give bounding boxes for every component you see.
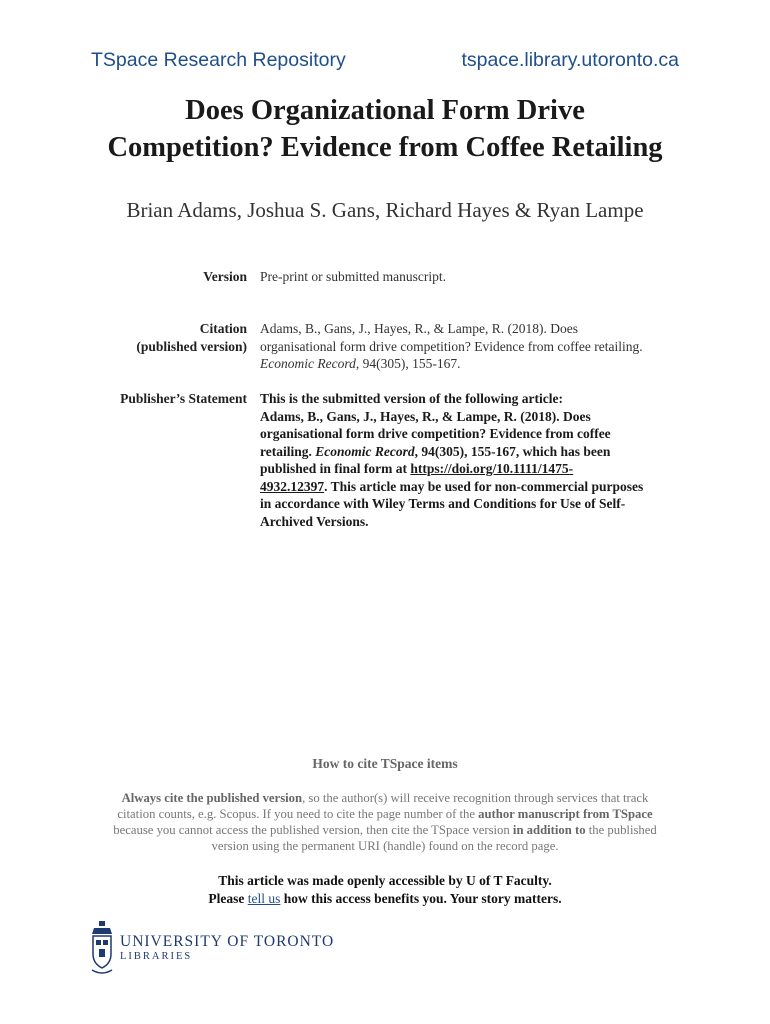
- faculty-note-prefix: Please: [208, 890, 248, 906]
- cite-line-3-a: because you cannot access the published version, then cite the TSpace version: [113, 823, 513, 837]
- citation-label-line-1: Citation: [199, 321, 247, 336]
- statement-line-4-suffix: , 94(305), 155-167, which has been: [414, 443, 611, 459]
- statement-line-1: This is the submitted version of the following article:: [260, 391, 563, 406]
- publisher-statement-value: [260, 390, 700, 530]
- repository-name: TSpace Research Repository: [91, 48, 346, 71]
- citation-value: [260, 320, 700, 373]
- repository-url[interactable]: tspace.library.utoronto.ca: [461, 48, 679, 71]
- faculty-note-line-1: This article was made openly accessible by U of T Faculty.: [218, 873, 552, 888]
- paper-title: [40, 92, 730, 166]
- university-logo: [90, 920, 334, 978]
- statement-line-8: Archived Versions.: [260, 513, 369, 529]
- faculty-note: [40, 872, 730, 907]
- tell-us-link[interactable]: tell us: [247, 890, 281, 906]
- repository-header: [91, 46, 679, 74]
- logo-text: [120, 934, 334, 964]
- how-to-cite-line-1: [60, 790, 710, 806]
- cite-line-3-b: the published: [585, 823, 657, 837]
- statement-line-5: [260, 460, 700, 478]
- title-line-1: Does Organizational Form Drive: [185, 95, 585, 126]
- statement-line-4-prefix: retailing.: [260, 443, 316, 459]
- statement-line-5-prefix: published in final form at: [260, 461, 411, 476]
- statement-line-7: in accordance with Wiley Terms and Conditions for Use of Self-: [260, 496, 626, 511]
- citation-line-2: organisational form drive competition? Evidence from coffee retailing.: [260, 338, 643, 354]
- citation-journal: Economic Record: [260, 356, 356, 371]
- statement-line-3: organisational form drive competition? Evidence from coffee: [260, 426, 611, 441]
- cite-bold-in-addition: in addition to: [512, 823, 586, 837]
- how-to-cite-line-3: [60, 822, 710, 838]
- citation-line-1: Adams, B., Gans, J., Hayes, R., & Lampe, R. (2018). Does: [260, 321, 578, 336]
- version-label: Version: [203, 269, 247, 284]
- title-line-2: Competition? Evidence from Coffee Retailing: [107, 132, 663, 163]
- publisher-statement-label: Publisher’s Statement: [120, 391, 247, 406]
- cite-bold-author-manuscript: author manuscript from TSpace: [478, 807, 653, 821]
- faculty-note-line-2: [40, 890, 730, 908]
- citation-label: [60, 320, 247, 355]
- logo-line-2: LIBRARIES: [120, 951, 193, 962]
- statement-journal: Economic Record: [315, 443, 415, 459]
- how-to-cite-section: [60, 756, 710, 854]
- citation-details: , 94(305), 155-167.: [355, 356, 461, 371]
- doi-link-part-2[interactable]: 4932.12397: [260, 478, 325, 494]
- statement-line-4: [260, 443, 700, 461]
- cite-line-2-a: citation counts, e.g. Scopus. If you need to cite the page number of the: [117, 807, 479, 821]
- statement-line-6: [260, 478, 700, 496]
- statement-line-6-suffix: . This article may be used for non-commercial purposes: [324, 478, 644, 494]
- statement-line-2: Adams, B., Gans, J., Hayes, R., & Lampe, R. (2018). Does: [260, 408, 591, 424]
- logo-line-1: UNIVERSITY OF TORONTO: [120, 933, 335, 950]
- citation-line-3: [260, 355, 700, 373]
- cite-line-1-rest: , so the author(s) will receive recognition through services that track: [302, 791, 649, 805]
- paper-authors: Brian Adams, Joshua S. Gans, Richard Hayes & Ryan Lampe: [126, 198, 644, 222]
- cite-bold-published: Always cite the published version: [121, 791, 303, 805]
- version-value: Pre-print or submitted manuscript.: [260, 269, 446, 284]
- how-to-cite-line-4: version using the permanent URI (handle) found on the record page.: [211, 839, 559, 853]
- faculty-note-suffix: how this access benefits you. Your story matters.: [280, 890, 562, 906]
- doi-link-part-1[interactable]: https://doi.org/10.1111/1475-: [410, 461, 574, 476]
- coat-of-arms-icon: [90, 920, 114, 978]
- citation-label-line-2: (published version): [136, 338, 247, 354]
- how-to-cite-line-2: [60, 806, 710, 822]
- how-to-cite-heading: How to cite TSpace items: [312, 756, 458, 771]
